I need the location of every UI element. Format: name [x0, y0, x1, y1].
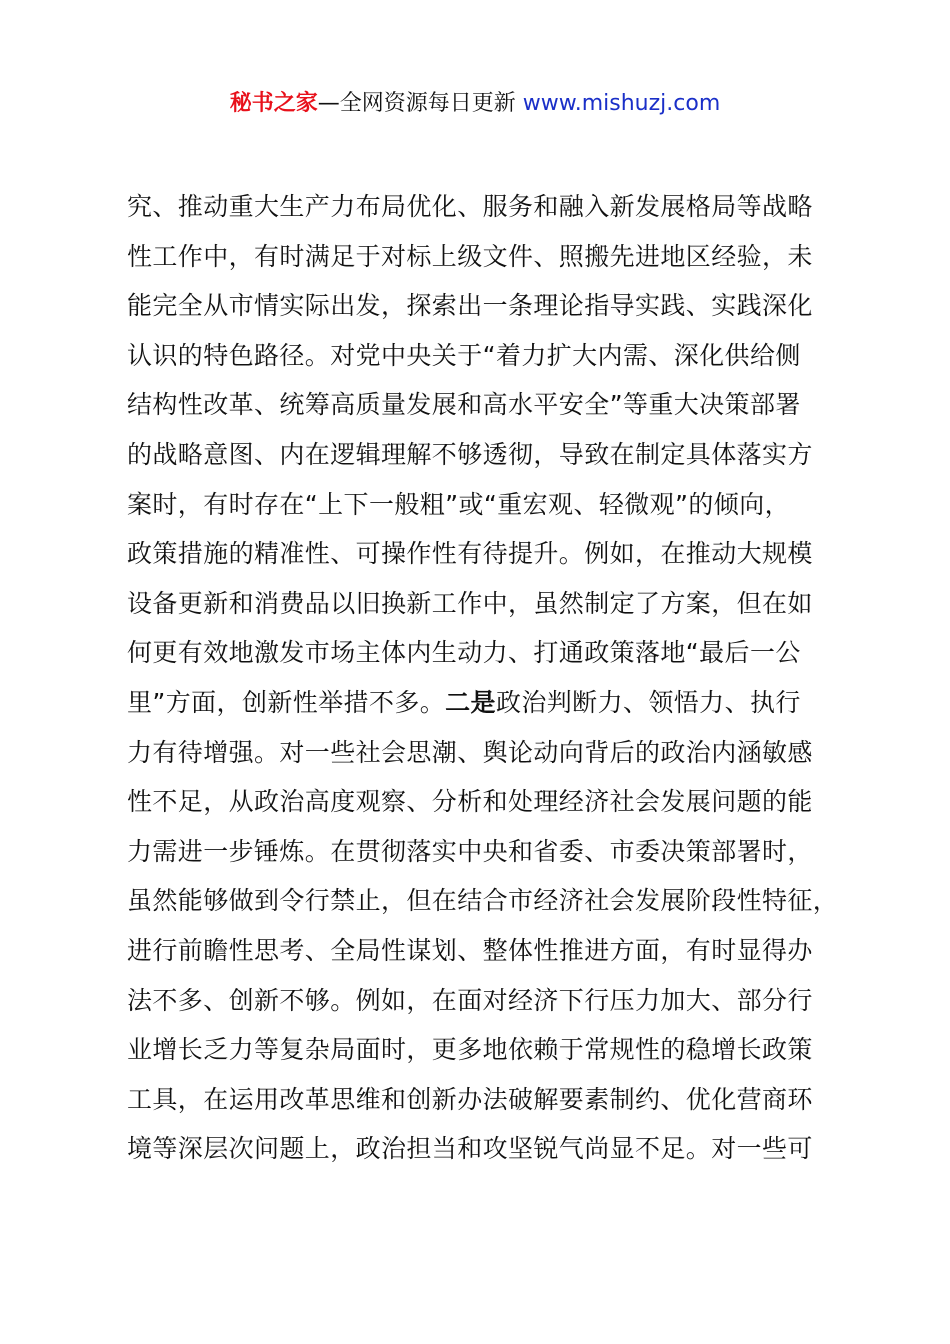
text-line: 性不足，从政治高度观察、分析和处理经济社会发展问题的能: [127, 787, 813, 817]
text-line: 性工作中，有时满足于对标上级文件、照搬先进地区经验，未: [127, 241, 813, 271]
bold-marker: 二是: [445, 687, 496, 717]
text-line: 力有待增强。对一些社会思潮、舆论动向背后的政治内涵敏感: [127, 737, 813, 767]
site-tagline: —全网资源每日更新: [317, 91, 523, 116]
document-body: [127, 182, 839, 1174]
text-line: 业增长乏力等复杂局面时，更多地依赖于常规性的稳增长政策: [127, 1035, 813, 1065]
text-line: 政策措施的精准性、可操作性有待提升。例如，在推动大规模: [127, 539, 813, 569]
text-line: 案时，有时存在“上下一般粗”或“重宏观、轻微观”的倾向，: [127, 489, 791, 519]
text-segment: 政治判断力、领悟力、执行: [495, 687, 801, 717]
text-line-with-bold: [127, 678, 833, 728]
site-header: [0, 88, 950, 120]
site-brand: 秘书之家: [229, 91, 318, 116]
text-line: 境等深层次问题上，政治担当和攻坚锐气尚显不足。对一些可: [127, 1134, 813, 1164]
site-url-link[interactable]: www.mishuzj.com: [522, 91, 721, 116]
text-line: 结构性改革、统筹高质量发展和高水平安全”等重大决策部署: [127, 390, 801, 420]
text-line: 工具，在运用改革思维和创新办法破解要素制约、优化营商环: [127, 1084, 813, 1114]
text-line: 能完全从市情实际出发，探索出一条理论指导实践、实践深化: [127, 291, 813, 321]
text-line: 何更有效地激发市场主体内生动力、打通政策落地“最后一公: [127, 638, 801, 668]
text-line: 进行前瞻性思考、全局性谋划、整体性推进方面，有时显得办: [127, 935, 813, 965]
text-line: 力需进一步锤炼。在贯彻落实中央和省委、市委决策部署时，: [127, 836, 813, 866]
text-line: 设备更新和消费品以旧换新工作中，虽然制定了方案，但在如: [127, 588, 813, 618]
text-line: 法不多、创新不够。例如，在面对经济下行压力加大、部分行: [127, 985, 813, 1015]
text-line: 虽然能够做到令行禁止，但在结合市经济社会发展阶段性特征，: [127, 886, 839, 916]
text-line: 的战略意图、内在逻辑理解不够透彻，导致在制定具体落实方: [127, 439, 813, 469]
text-line: 认识的特色路径。对党中央关于“着力扩大内需、深化供给侧: [127, 340, 801, 370]
text-line: 究、推动重大生产力布局优化、服务和融入新发展格局等战略: [127, 192, 813, 221]
text-segment: 里”方面，创新性举措不多。: [127, 687, 446, 717]
